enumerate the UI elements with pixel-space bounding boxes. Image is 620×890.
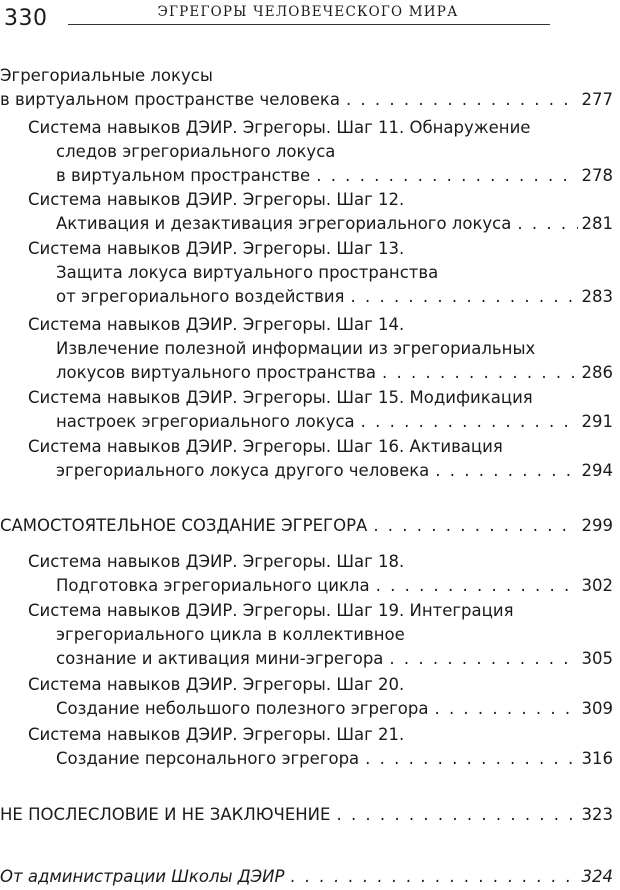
toc-page-number: 277	[581, 90, 613, 109]
toc-page-number: 309	[581, 699, 613, 718]
dot-leader	[435, 459, 577, 483]
header-rule	[68, 24, 550, 25]
toc-entry[interactable]	[0, 64, 613, 112]
toc-entry[interactable]	[0, 313, 613, 385]
toc-entry-line: Извлечение полезной информации из эгрегориальных	[56, 339, 536, 358]
dot-leader	[382, 361, 577, 385]
dot-leader	[517, 212, 577, 236]
toc-entry-leader-line	[0, 361, 613, 385]
toc-page-number: 299	[581, 516, 613, 535]
toc-entry-line: Система навыков ДЭИР. Эгрегоры. Шаг 19. Интеграция	[28, 601, 514, 620]
toc-entry-title: Создание персонального эгрегора	[56, 749, 360, 768]
toc-entry-title: в виртуальном пространстве	[56, 166, 311, 185]
toc-entry-title: Создание небольшого полезного эгрегора	[56, 699, 429, 718]
toc-page-number: 305	[581, 649, 613, 668]
toc-entry-title: от эгрегориального воздействия	[56, 287, 345, 306]
toc-entry-title: локусов виртуального пространства	[56, 363, 377, 382]
toc-entry-title: настроек эгрегориального локуса	[56, 412, 355, 431]
toc-entry[interactable]	[0, 803, 613, 827]
toc-entry-line: эгрегориального цикла в коллективное	[56, 625, 405, 644]
toc-entry-line: Система навыков ДЭИР. Эгрегоры. Шаг 12.	[28, 190, 405, 209]
dot-leader	[336, 803, 577, 827]
toc-page-number: 278	[581, 166, 613, 185]
toc-entry[interactable]	[0, 116, 613, 188]
toc-page-number: 302	[581, 576, 613, 595]
toc-entry[interactable]	[0, 386, 613, 434]
running-title: ЭГРЕГОРЫ ЧЕЛОВЕЧЕСКОГО МИРА	[157, 4, 459, 20]
toc-entry-leader-line	[0, 285, 613, 309]
toc-entry-title: САМОСТОЯТЕЛЬНОЕ СОЗДАНИЕ ЭГРЕГОРА	[0, 516, 368, 535]
toc-entry[interactable]	[0, 599, 613, 671]
page-number: 330	[4, 6, 48, 31]
dot-leader	[376, 574, 578, 598]
toc-entry-leader-line	[0, 164, 613, 188]
toc-entry-leader-line	[0, 647, 613, 671]
toc-entry-line: Защита локуса виртуального пространства	[56, 263, 439, 282]
toc-entry-leader-line	[0, 88, 613, 112]
toc-entry[interactable]	[0, 550, 613, 598]
dot-leader	[350, 285, 577, 309]
toc-entry-line: Система навыков ДЭИР. Эгрегоры. Шаг 11. Обнаружение	[28, 118, 531, 137]
toc-entry-line: Система навыков ДЭИР. Эгрегоры. Шаг 13.	[28, 239, 405, 258]
toc-entry-line: Система навыков ДЭИР. Эгрегоры. Шаг 18.	[28, 552, 405, 571]
dot-leader	[389, 647, 577, 671]
dot-leader	[434, 697, 577, 721]
dot-leader	[373, 514, 577, 538]
toc-entry[interactable]	[0, 673, 613, 721]
toc-page-number: 291	[581, 412, 613, 431]
toc-entry-title: НЕ ПОСЛЕСЛОВИЕ И НЕ ЗАКЛЮЧЕНИЕ	[0, 805, 331, 824]
toc-entry[interactable]	[0, 435, 613, 483]
toc-page-number: 324	[581, 867, 613, 886]
toc-entry-line: Эгрегориальные локусы	[0, 66, 213, 85]
toc-entry-title: Подготовка эгрегориального цикла	[56, 576, 370, 595]
toc-entry-leader-line	[0, 410, 613, 434]
toc-entry-leader-line	[0, 803, 613, 827]
toc-entry[interactable]	[0, 723, 613, 771]
dot-leader	[316, 164, 577, 188]
toc-entry-title: эгрегориального локуса другого человека	[56, 461, 430, 480]
toc-entry-leader-line	[0, 212, 613, 236]
toc-entry-title: Активация и дезактивация эгрегориального локуса	[56, 214, 512, 233]
toc-entry-leader-line	[0, 459, 613, 483]
toc-entry[interactable]	[0, 237, 613, 309]
toc-page-number: 323	[581, 805, 613, 824]
toc-entry-leader-line	[0, 747, 613, 771]
toc-entry-leader-line	[0, 865, 613, 889]
toc-entry-line: Система навыков ДЭИР. Эгрегоры. Шаг 21.	[28, 725, 405, 744]
toc-entry[interactable]	[0, 865, 613, 889]
toc-page-number: 294	[581, 461, 613, 480]
dot-leader	[365, 747, 577, 771]
toc-page-number: 283	[581, 287, 613, 306]
toc-entry-leader-line	[0, 574, 613, 598]
toc-page-number: 286	[581, 363, 613, 382]
toc-entry-leader-line	[0, 697, 613, 721]
toc-page-number: 316	[581, 749, 613, 768]
dot-leader	[361, 410, 578, 434]
toc-entry-line: Система навыков ДЭИР. Эгрегоры. Шаг 16. Активация	[28, 437, 503, 456]
toc-entry-title: сознание и активация мини-эгрегора	[56, 649, 384, 668]
toc-entry-line: Система навыков ДЭИР. Эгрегоры. Шаг 14.	[28, 315, 405, 334]
toc-entry[interactable]	[0, 188, 613, 236]
toc-entry-line: Система навыков ДЭИР. Эгрегоры. Шаг 15. Модификация	[28, 388, 533, 407]
toc-entry-title: От администрации Школы ДЭИР	[0, 867, 285, 886]
toc-page-number: 281	[581, 214, 613, 233]
dot-leader	[290, 865, 577, 889]
toc-entry[interactable]	[0, 514, 613, 538]
toc-entry-leader-line	[0, 514, 613, 538]
toc-entry-line: следов эгрегориального локуса	[56, 142, 336, 161]
toc-entry-title: в виртуальном пространстве человека	[0, 90, 340, 109]
toc-entry-line: Система навыков ДЭИР. Эгрегоры. Шаг 20.	[28, 675, 405, 694]
dot-leader	[346, 88, 578, 112]
